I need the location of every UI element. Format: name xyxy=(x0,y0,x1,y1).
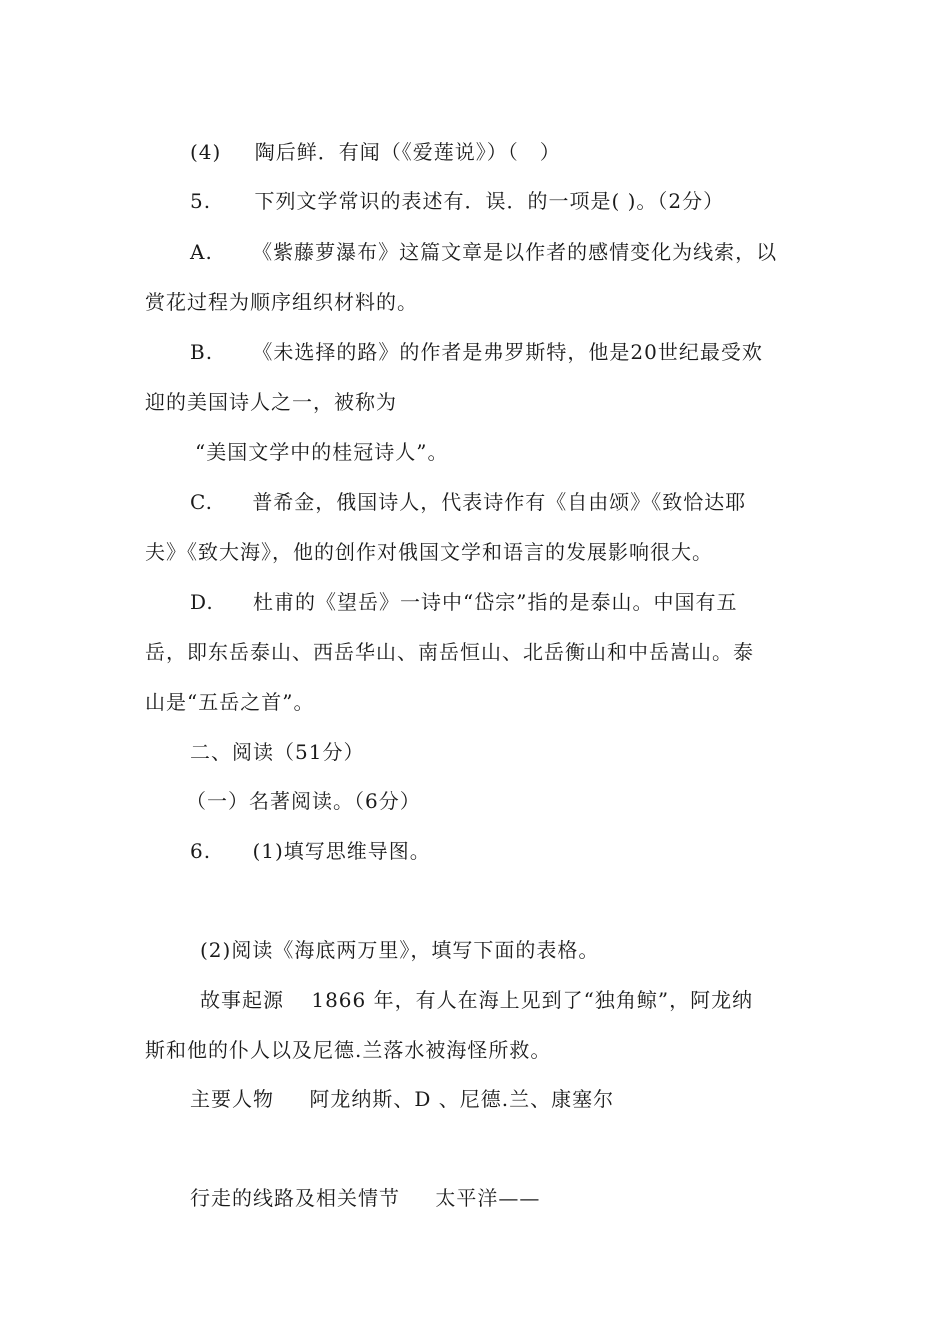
question-4 xyxy=(190,140,561,164)
option-a-line-2: 赏花过程为顺序组织材料的。 xyxy=(145,290,418,314)
question-6-part-2: (2)阅读《海底两万里》，填写下面的表格。 xyxy=(200,938,600,962)
question-number: 6. xyxy=(190,839,212,863)
option-b-line-3: “美国文学中的桂冠诗人”。 xyxy=(195,440,449,464)
option-b-line-1: B. 《未选择的路》的作者是弗罗斯特，他是20世纪最受欢 xyxy=(190,340,763,364)
question-5 xyxy=(190,189,724,213)
section-heading: 二、阅读（51分） xyxy=(190,740,365,764)
subsection-heading: （一）名著阅读。（6分） xyxy=(186,789,421,813)
option-label: A. xyxy=(190,240,213,264)
option-c-line-2: 夫》《致大海》，他的创作对俄国文学和语言的发展影响很大。 xyxy=(145,540,713,564)
main-characters: 主要人物 阿龙纳斯、D 、尼德.兰、康塞尔 xyxy=(190,1087,615,1111)
question-6 xyxy=(190,839,431,863)
travel-route: 行走的线路及相关情节 太平洋—— xyxy=(190,1186,541,1210)
option-label: C. xyxy=(190,490,213,514)
option-b-line-2: 迎的美国诗人之一，被称为 xyxy=(145,390,397,414)
question-text: (1)填写思维导图。 xyxy=(252,839,431,863)
option-d-line-3: 山是“五岳之首”。 xyxy=(145,690,315,714)
option-label: B. xyxy=(190,340,214,364)
question-number: (4) xyxy=(190,140,222,164)
question-text: 下列文学常识的表述有．误．的一项是( )。（2分） xyxy=(254,189,725,213)
table-label: 主要人物 xyxy=(190,1087,274,1111)
story-origin-line-1: 故事起源 1866 年，有人在海上见到了“独角鲸”，阿龙纳 xyxy=(200,988,754,1012)
option-c-line-1: C. 普希金，俄国诗人，代表诗作有《自由颂》《致恰达耶 xyxy=(190,490,747,514)
story-origin-line-2: 斯和他的仆人以及尼德.兰落水被海怪所救。 xyxy=(145,1038,552,1062)
option-label: D. xyxy=(190,590,214,614)
table-label: 行走的线路及相关情节 xyxy=(190,1186,400,1210)
question-number: 5. xyxy=(190,189,212,213)
table-label: 故事起源 xyxy=(200,988,284,1012)
option-d-line-2: 岳，即东岳泰山、西岳华山、南岳恒山、北岳衡山和中岳嵩山。泰 xyxy=(145,640,754,664)
option-d-line-1: D. 杜甫的《望岳》一诗中“岱宗”指的是泰山。中国有五 xyxy=(190,590,738,614)
option-a-line-1: A. 《紫藤萝瀑布》这篇文章是以作者的感情变化为线索，以 xyxy=(190,240,778,264)
question-text: 陶后鲜．有闻（《爱莲说》）（ ） xyxy=(254,140,561,164)
